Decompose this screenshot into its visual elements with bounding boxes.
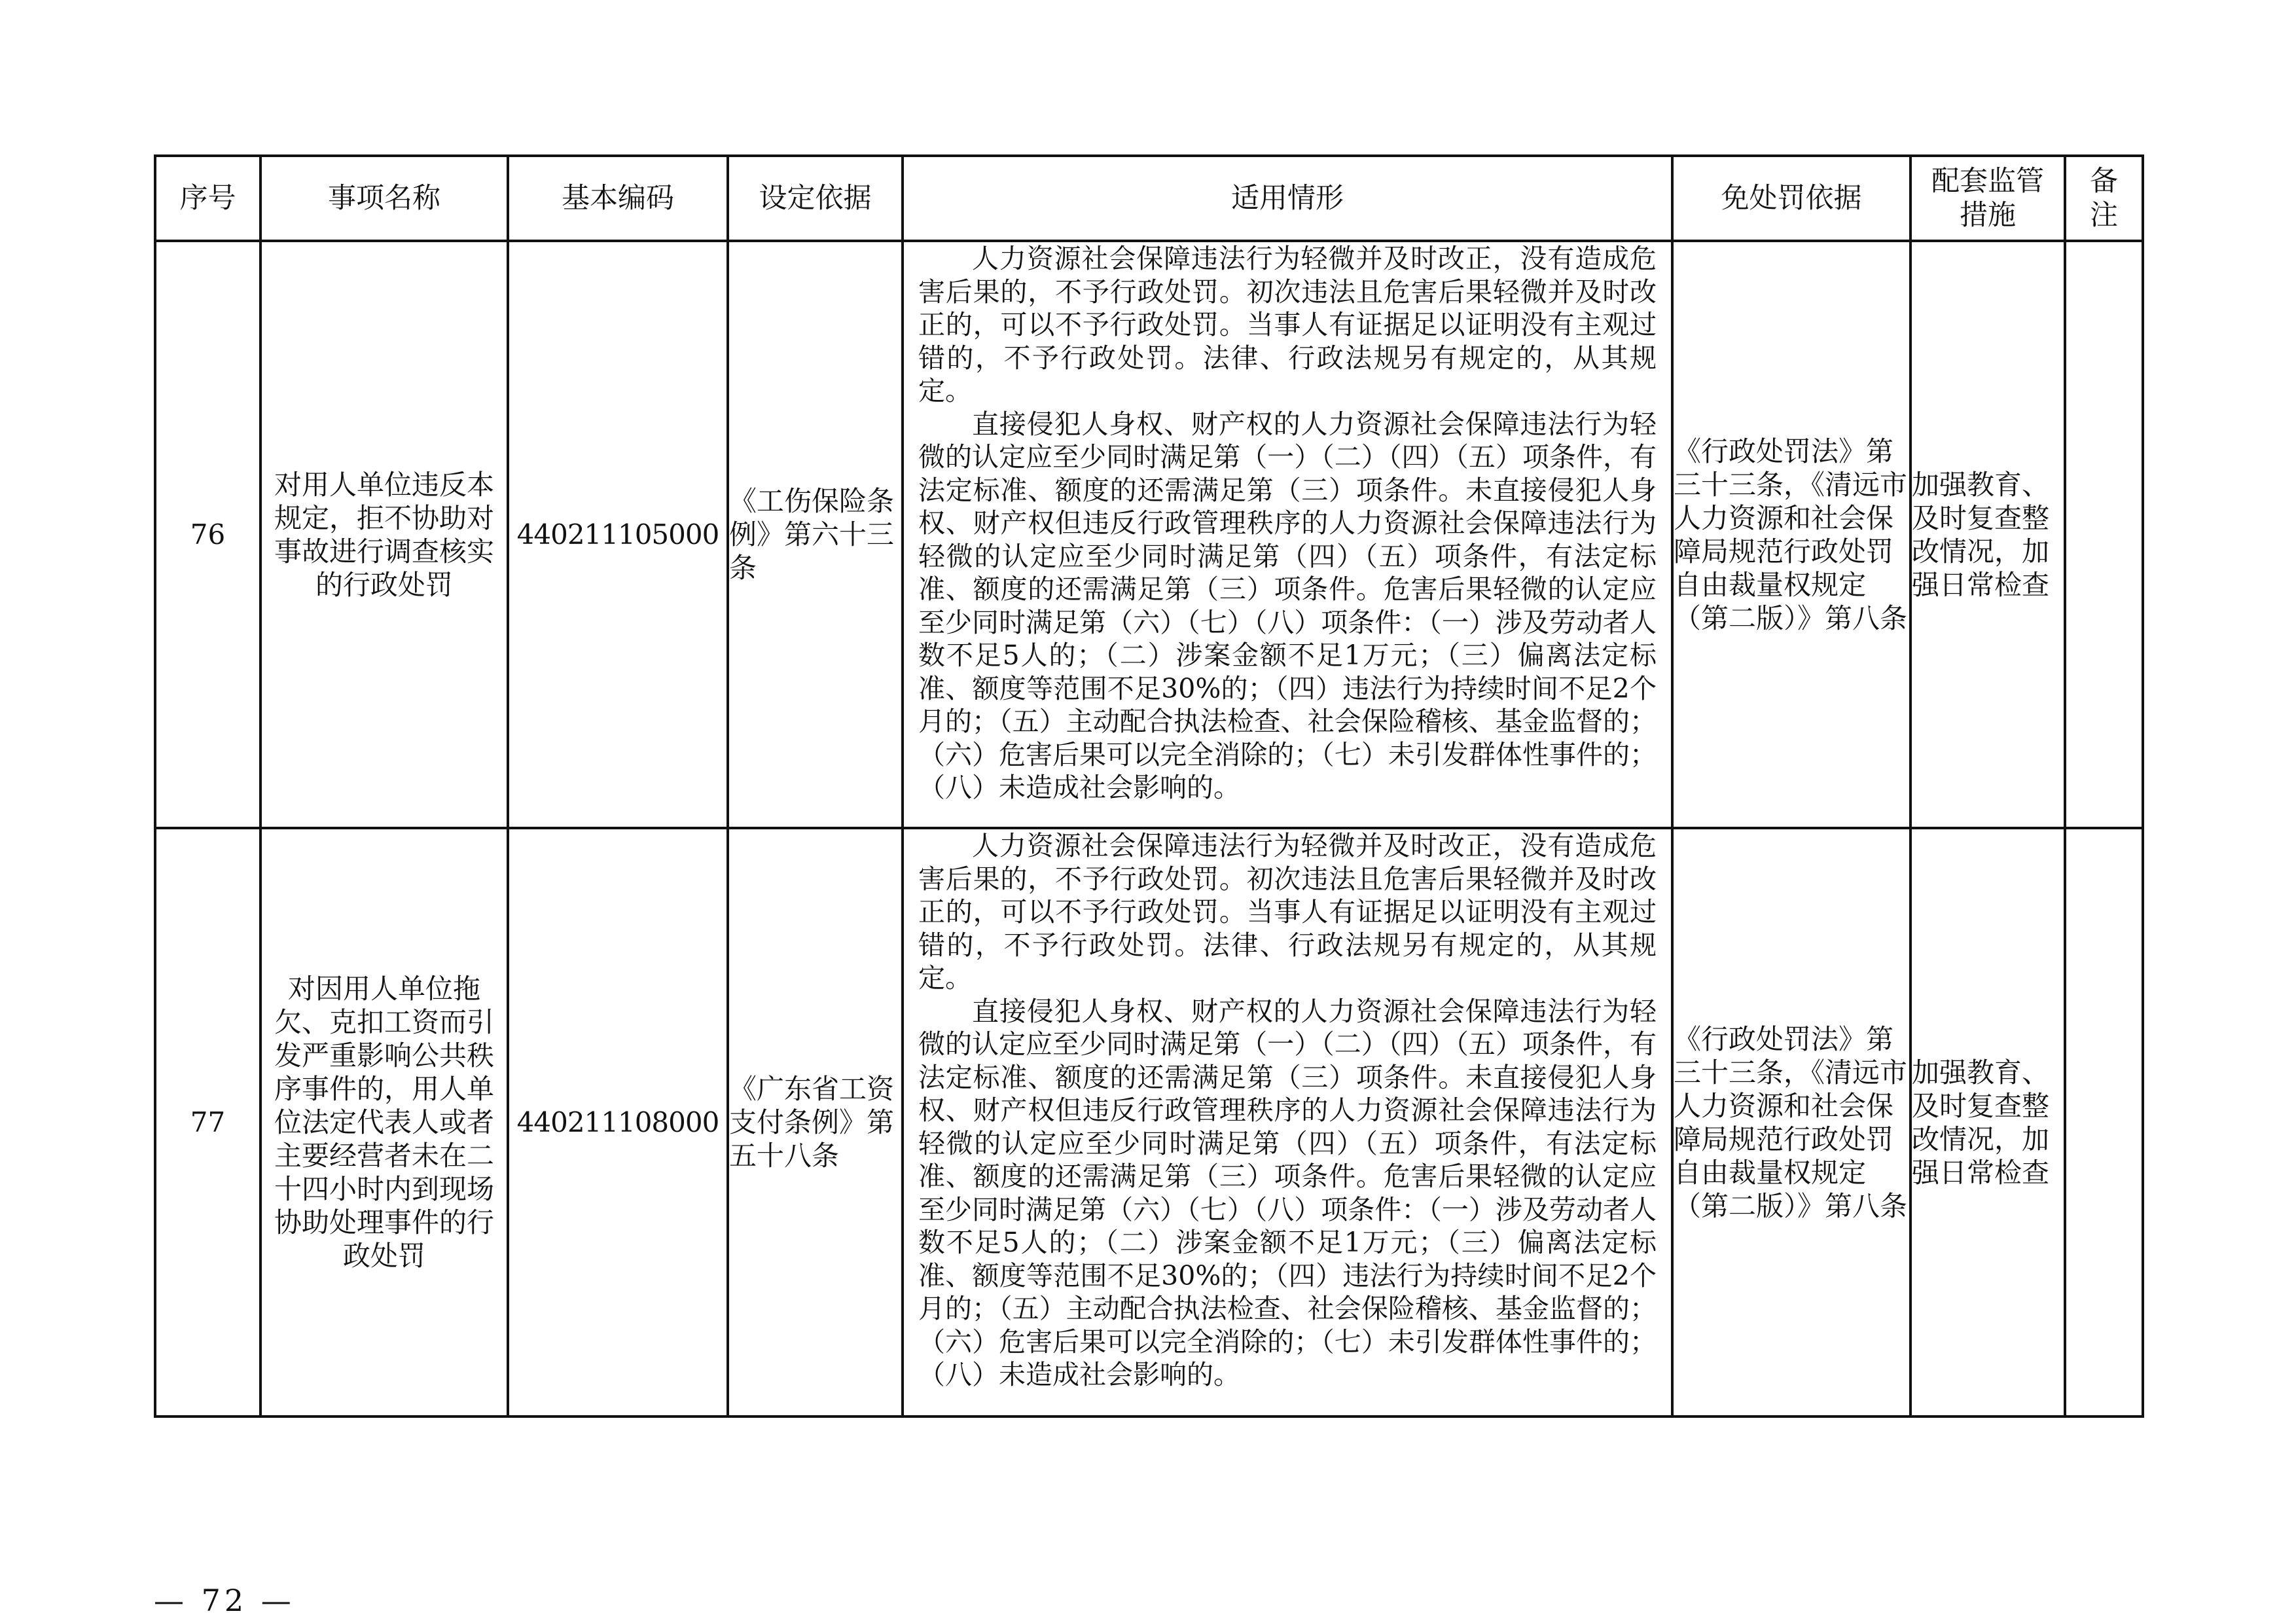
header-seq: 序号 <box>155 156 260 241</box>
row-remarks <box>2065 241 2143 828</box>
table-row <box>155 828 2143 1416</box>
row-legal-basis: 《工伤保险条例》第六十三条 <box>728 241 903 828</box>
header-exemption-basis: 免处罚依据 <box>1672 156 1910 241</box>
row-exemption-basis: 《行政处罚法》第三十三条，《清远市人力资源和社会保障局规范行政处罚自由裁量权规定（第二版）》第八条 <box>1672 828 1910 1416</box>
row-remarks <box>2065 828 2143 1416</box>
applicable-paragraph-2: 直接侵犯人身权、财产权的人力资源社会保障违法行为轻微的认定应至少同时满足第（一）（二）（四）（五）项条件，有法定标准、额度的还需满足第（三）项条件。未直接侵犯人身权、财产权但违反行政管理秩序的人力资源社会保障违法行为轻微的认定应至少同时满足第（四）（五）项条件，有法定标准、额度的还需满足第（三）项条件。危害后果轻微的认定应至少同时满足第（六）（七）（八）项条件：（一）涉及劳动者人数不足5人的；（二）涉案金额不足1万元；（三）偏离法定标准、额度等范围不足30%的；（四）违法行为持续时间不足2个月的；（五）主动配合执法检查、社会保险稽核、基金监督的；（六）危害后果可以完全消除的；（七）未引发群体性事件的；（八）未造成社会影响的。 <box>918 408 1657 803</box>
header-legal-basis: 设定依据 <box>728 156 903 241</box>
row-legal-basis: 《广东省工资支付条例》第五十八条 <box>728 828 903 1416</box>
header-remarks: 备注 <box>2065 156 2143 241</box>
row-exemption-basis: 《行政处罚法》第三十三条，《清远市人力资源和社会保障局规范行政处罚自由裁量权规定（第二版）》第八条 <box>1672 241 1910 828</box>
header-basic-code: 基本编码 <box>508 156 728 241</box>
row-applicable-situation <box>903 241 1672 828</box>
applicable-paragraph-2: 直接侵犯人身权、财产权的人力资源社会保障违法行为轻微的认定应至少同时满足第（一）（二）（四）（五）项条件，有法定标准、额度的还需满足第（三）项条件。未直接侵犯人身权、财产权但违反行政管理秩序的人力资源社会保障违法行为轻微的认定应至少同时满足第（四）（五）项条件，有法定标准、额度的还需满足第（三）项条件。危害后果轻微的认定应至少同时满足第（六）（七）（八）项条件：（一）涉及劳动者人数不足5人的；（二）涉案金额不足1万元；（三）偏离法定标准、额度等范围不足30%的；（四）违法行为持续时间不足2个月的；（五）主动配合执法检查、社会保险稽核、基金监督的；（六）危害后果可以完全消除的；（七）未引发群体性事件的；（八）未造成社会影响的。 <box>918 995 1657 1390</box>
table-header-row <box>155 156 2143 241</box>
page-number: — 72 — <box>154 1583 295 1618</box>
row-basic-code: 440211105000 <box>508 241 728 828</box>
applicable-paragraph-1: 人力资源社会保障违法行为轻微并及时改正，没有造成危害后果的，不予行政处罚。初次违法且危害后果轻微并及时改正的，可以不予行政处罚。当事人有证据足以证明没有主观过错的，不予行政处罚。法律、行政法规另有规定的，从其规定。 <box>918 243 1657 406</box>
penalty-exemption-table <box>154 154 2144 1418</box>
header-supervision-measures: 配套监管措施 <box>1910 156 2065 241</box>
header-applicable-situation: 适用情形 <box>903 156 1672 241</box>
applicable-paragraph-1: 人力资源社会保障违法行为轻微并及时改正，没有造成危害后果的，不予行政处罚。初次违法且危害后果轻微并及时改正的，可以不予行政处罚。当事人有证据足以证明没有主观过错的，不予行政处罚。法律、行政法规另有规定的，从其规定。 <box>918 830 1657 994</box>
row-item-name: 对用人单位违反本规定，拒不协助对事故进行调查核实的行政处罚 <box>260 241 508 828</box>
row-seq: 76 <box>155 241 260 828</box>
header-item-name: 事项名称 <box>260 156 508 241</box>
row-seq: 77 <box>155 828 260 1416</box>
row-supervision-measures: 加强教育、及时复查整改情况，加强日常检查 <box>1910 828 2065 1416</box>
row-supervision-measures: 加强教育、及时复查整改情况，加强日常检查 <box>1910 241 2065 828</box>
row-applicable-situation <box>903 828 1672 1416</box>
table-row <box>155 241 2143 828</box>
row-basic-code: 440211108000 <box>508 828 728 1416</box>
row-item-name: 对因用人单位拖欠、克扣工资而引发严重影响公共秩序事件的，用人单位法定代表人或者主要经营者未在二十四小时内到现场协助处理事件的行政处罚 <box>260 828 508 1416</box>
